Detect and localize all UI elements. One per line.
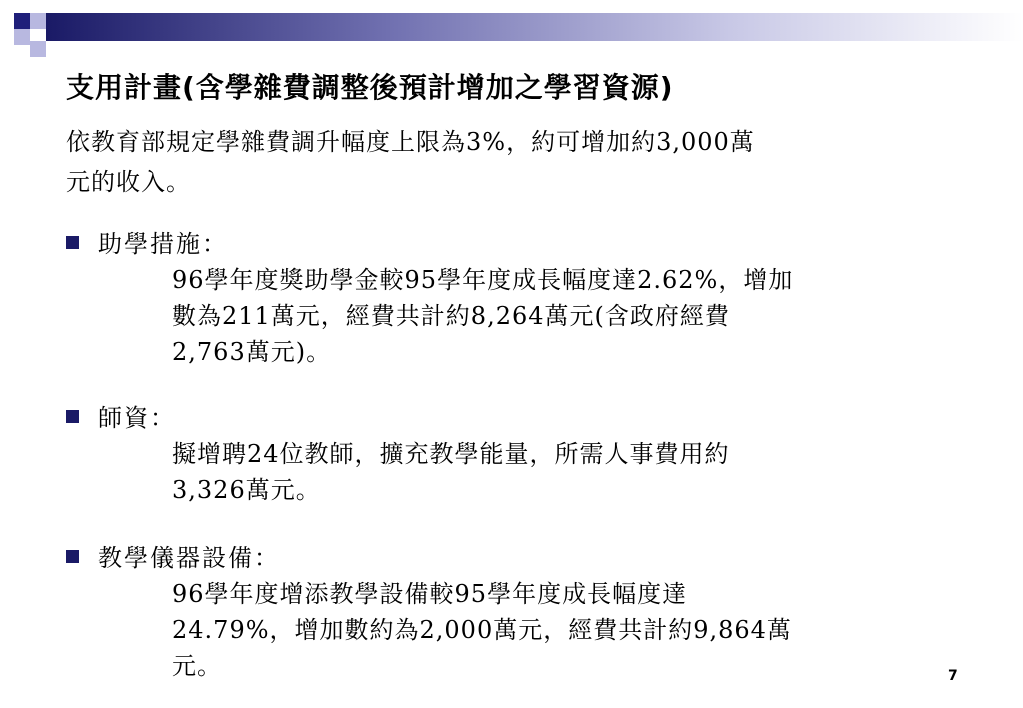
square-bullet-icon xyxy=(66,550,79,563)
intro-line: 依教育部規定學雜費調升幅度上限為3%，約可增加約3,000萬 xyxy=(66,128,755,156)
section-line: 3,326萬元。 xyxy=(172,476,321,504)
section-line: 24.79%，增加數約為2,000萬元，經費共計約9,864萬 xyxy=(172,616,792,644)
section-heading: 教學儀器設備： xyxy=(98,544,280,572)
square-bullet-icon xyxy=(66,236,79,249)
section-line: 2,763萬元)。 xyxy=(172,338,332,366)
section-body xyxy=(172,576,792,684)
intro-line: 元的收入。 xyxy=(66,168,191,196)
section-line: 元。 xyxy=(172,652,222,680)
section-body xyxy=(172,262,793,370)
section-line: 擬增聘24位教師，擴充教學能量，所需人事費用約 xyxy=(172,440,730,468)
corner-square-lavender xyxy=(30,13,46,29)
section-heading: 助學措施： xyxy=(98,230,228,258)
slide-title: 支用計畫(含學雜費調整後預計增加之學習資源) xyxy=(66,71,674,104)
header-gradient-bar xyxy=(46,13,1023,41)
corner-square-navy xyxy=(14,13,30,29)
section-line: 96學年度獎助學金較95學年度成長幅度達2.62%，增加 xyxy=(172,266,794,294)
corner-square-lavender-2 xyxy=(14,29,30,45)
square-bullet-icon xyxy=(66,410,79,423)
section-line: 數為211萬元，經費共計約8,264萬元(含政府經費 xyxy=(172,302,730,330)
section-line: 96學年度增添教學設備較95學年度成長幅度達 xyxy=(172,580,688,608)
corner-square-lavender-3 xyxy=(30,41,46,57)
section-heading: 師資： xyxy=(98,404,176,432)
page-number: 7 xyxy=(948,668,958,684)
intro-paragraph xyxy=(66,122,916,202)
section-body xyxy=(172,436,730,508)
